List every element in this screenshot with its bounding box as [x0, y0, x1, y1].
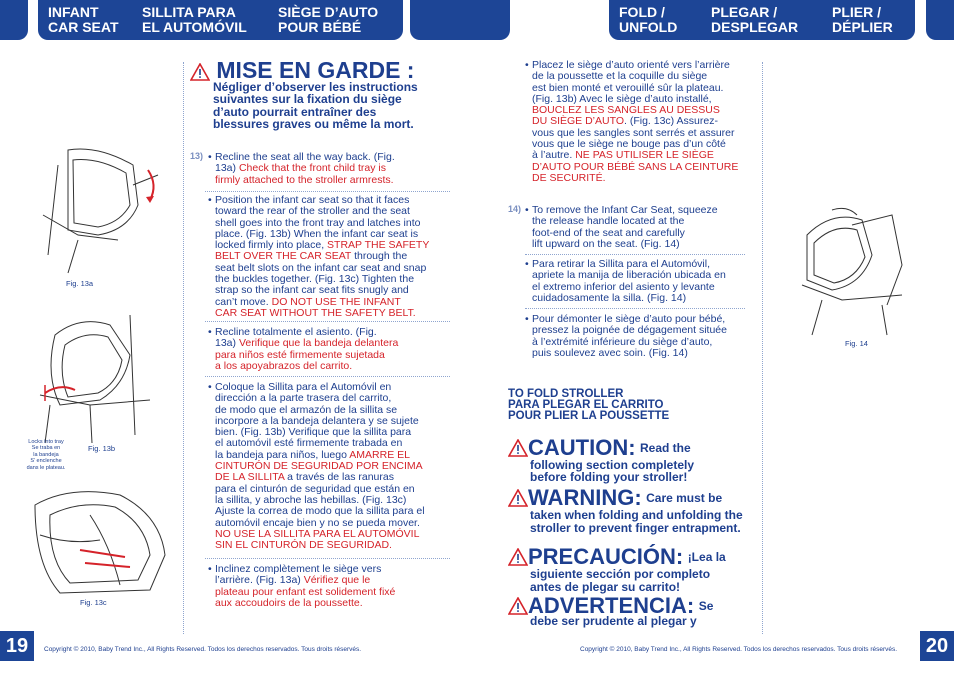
- tray-note-line: dans le plateau.: [26, 464, 66, 471]
- figure-13c: [30, 485, 170, 597]
- line-text: DE SECURITÉ.: [532, 171, 606, 184]
- bullet-icon: •: [208, 381, 212, 393]
- warning-line: stroller to prevent finger entrapment.: [530, 520, 741, 535]
- tab-plegar: [711, 5, 798, 35]
- bullet-icon: •: [525, 204, 529, 216]
- line-text: lift upward on the seat. (Fig. 14): [532, 237, 680, 250]
- warning-line: Négliger d’observer les instructions: [213, 80, 418, 94]
- line-text: de modo que el armazón de la sillita se: [215, 403, 398, 416]
- line-text: a los apoyabrazos del carrito.: [215, 359, 353, 372]
- header-tab-left: [38, 0, 403, 40]
- line-text: BELT OVER THE CAR SEAT: [215, 250, 352, 263]
- tab-line: EL AUTOMÓVIL: [142, 19, 247, 35]
- mise-en-garde-body: [213, 81, 418, 130]
- line-text-red: DO NOT USE THE INFANT: [271, 295, 401, 308]
- step-number-14: 14): [508, 204, 522, 214]
- page-number-right: 20: [920, 631, 954, 661]
- warning-line: blessures graves ou même la mort.: [213, 116, 414, 131]
- copyright-right: Copyright © 2010, Baby Trend Inc., All Rights Reserved. Todos los derechos reservados. Tous droits réservés.: [580, 646, 898, 653]
- paragraph-line: [532, 173, 767, 184]
- line-text: de la poussette et la coquille du siège: [532, 70, 708, 83]
- copyright-left: Copyright © 2010, Baby Trend Inc., All Rights Reserved. Todos los derechos reservados. Tous droits réservés.: [44, 646, 362, 653]
- caution-line: before folding your stroller!: [530, 470, 688, 484]
- fig-13c-caption: Fig. 13c: [80, 598, 107, 607]
- warning-triangle-icon: [508, 597, 528, 615]
- line-text: DE LA SILLITA: [215, 471, 285, 484]
- line-text: à l’autre.: [532, 149, 576, 162]
- tab-line: INFANT: [48, 4, 99, 20]
- line-text-blue: through the: [351, 250, 408, 263]
- fig-13b-caption: Fig. 13b: [88, 444, 116, 453]
- line-text: Inclinez complètement le siège vers: [215, 563, 382, 575]
- precaucion-word: PRECAUCIÓN:: [528, 544, 684, 569]
- line-text: la bandeja para niños, luego: [215, 448, 350, 461]
- tab-line: PLEGAR /: [711, 4, 778, 20]
- bullet-icon: •: [525, 59, 529, 71]
- fig-13a-caption: Fig. 13a: [66, 279, 94, 288]
- header-tab-blank: [410, 0, 510, 40]
- line-text: à l’extrémité inférieure du siège d’auto,: [532, 335, 713, 348]
- line-text: Recline totalmente el asiento. (Fig.: [215, 326, 377, 338]
- page-number-left: 19: [0, 631, 34, 661]
- paragraph-8: [525, 258, 762, 304]
- bullet-icon: •: [208, 326, 212, 338]
- line-text: automóvil encaje bien y no se pueda mover.: [215, 516, 420, 529]
- line-text: D’AUTO POUR BÉBÉ SANS LA CEINTURE: [532, 160, 739, 173]
- line-text-blue: a través de las ranuras: [284, 471, 394, 484]
- paragraph-1: [208, 151, 455, 186]
- line-text-red: Check that the front child tray is: [238, 162, 387, 175]
- line-text: To remove the Infant Car Seat, squeeze: [532, 204, 718, 216]
- line-text: l’arrière. (Fig. 13a): [215, 574, 304, 587]
- bullet-icon: •: [208, 563, 212, 575]
- line-text: pressez la poignée de dégagement située: [532, 324, 727, 337]
- tray-note-line: la bandeja: [33, 451, 59, 458]
- paragraph-line: [215, 175, 455, 186]
- line-text: 13a): [215, 337, 239, 350]
- warning-line: suivantes sur la fixation du siège: [213, 92, 402, 107]
- header-corner-left: [0, 0, 28, 40]
- advertencia-tail: Se: [698, 599, 714, 613]
- tab-infant-car-seat: [48, 5, 119, 35]
- tray-note-line: S’ enclenche: [30, 458, 62, 465]
- fold-heading: [508, 389, 669, 422]
- paragraph-7: [525, 204, 762, 250]
- line-text: dirección a la parte trasera del carrito,: [215, 392, 392, 405]
- tab-line: SILLITA PARA: [142, 4, 236, 20]
- caution-line: following section completely: [530, 458, 695, 472]
- line-text: the release handle located at the: [532, 215, 685, 228]
- line-text: Placez le siège d’auto orienté vers l’arrière: [532, 59, 730, 71]
- line-text: Coloque la Sillita para el Automóvil en: [215, 381, 392, 393]
- bullet-icon: •: [208, 194, 212, 206]
- tab-siege: [278, 5, 378, 35]
- precaucion-line: siguiente sección por completo: [530, 567, 711, 581]
- paragraph-line: [532, 239, 762, 250]
- line-text: CAR SEAT WITHOUT THE SAFETY BELT.: [215, 306, 416, 319]
- separator: [525, 254, 745, 255]
- separator: [205, 321, 450, 322]
- line-text: place. (Fig. 13b) When the infant car seat is: [215, 227, 419, 240]
- fig-14-caption: Fig. 14: [845, 339, 868, 348]
- caution-block: [508, 435, 758, 484]
- warning-triangle-icon: [508, 548, 528, 566]
- paragraph-line: [215, 308, 455, 319]
- paragraph-9: [525, 313, 762, 359]
- line-text: foot-end of the seat and carefully: [532, 226, 685, 239]
- line-text: vous que le siège ne bouge pas d’un côté: [532, 138, 726, 151]
- advertencia-block: [508, 593, 758, 628]
- warning-title-text: MISE EN GARDE :: [216, 57, 415, 83]
- tab-line: UNFOLD: [619, 19, 678, 35]
- line-text-red: NE PAS UTILISER LE SIÈGE: [575, 149, 714, 162]
- tray-note-line: Se traba en: [31, 445, 61, 452]
- line-text: locked firmly into place,: [215, 239, 328, 252]
- line-text: vous que les sangles sont serrés et assurer: [532, 126, 735, 139]
- header-corner-right: [926, 0, 954, 40]
- line-text: incorpore a la bandeja delantera y se sujete: [215, 414, 419, 427]
- tab-line: FOLD /: [619, 4, 665, 20]
- line-text: shell goes into the front tray and latches into: [215, 216, 421, 229]
- tab-plier: [832, 5, 893, 35]
- line-text: Ajuste la correa de modo que la sillita para el: [215, 505, 425, 518]
- tab-line: CAR SEAT: [48, 19, 119, 35]
- paragraph-3: [208, 326, 455, 372]
- step-number-13: 13): [190, 151, 204, 161]
- paragraph-line: [215, 540, 455, 551]
- warning-block: [508, 485, 758, 535]
- paragraph-line: [532, 293, 762, 304]
- warning-triangle-icon: [190, 63, 210, 81]
- line-text: NO USE LA SILLITA PARA EL AUTOMÓVIL: [215, 527, 420, 540]
- bullet-icon: •: [525, 258, 529, 270]
- advertencia-word: ADVERTENCIA:: [528, 593, 695, 618]
- line-text: BOUCLEZ LES SANGLES AU DESSUS: [532, 104, 720, 117]
- tab-fold: [619, 5, 677, 35]
- warning-line: taken when folding and unfolding the: [530, 508, 743, 522]
- header-tab-right: [609, 0, 915, 40]
- line-text: bien. (Fig. 13b) Verifique que la sillita para: [215, 426, 412, 439]
- line-text: strap so the infant car seat fits snugly and: [215, 284, 409, 297]
- line-text: el extremo inferior del asiento y levante: [532, 280, 715, 293]
- advertencia-line: debe ser prudente al plegar y: [530, 614, 697, 628]
- warning-line: d’auto pourrait entraîner des: [213, 104, 377, 119]
- tab-sillita: [142, 5, 247, 35]
- figure-13a: [38, 145, 168, 275]
- separator: [205, 558, 450, 559]
- paragraph-line: [215, 598, 455, 609]
- paragraph-4: [208, 381, 455, 552]
- precaucion-block: [508, 544, 758, 594]
- line-text: est bien monté et verouillé sûr la plateau.: [532, 81, 724, 94]
- warning-word: WARNING:: [528, 485, 642, 510]
- line-text: la sillita, y abroche las hebillas. (Fig. 13c): [215, 493, 407, 506]
- line-text-red: Verifique que la bandeja delantera: [238, 337, 399, 350]
- precaucion-tail: ¡Lea la: [687, 550, 726, 564]
- line-text: para niños esté firmemente sujetada: [215, 348, 385, 361]
- tab-line: DESPLEGAR: [711, 19, 799, 35]
- warning-triangle-icon: [508, 439, 528, 457]
- fold-heading-line: TO FOLD STROLLER: [508, 388, 624, 400]
- line-text: (Fig. 13b) Avec le siège d’auto installé,: [532, 92, 712, 105]
- bullet-icon: •: [525, 313, 529, 325]
- separator: [205, 191, 450, 192]
- tab-line: PLIER /: [832, 4, 882, 20]
- separator: [205, 376, 450, 377]
- tab-line: SIÈGE D’AUTO: [278, 4, 379, 20]
- line-text: SIN EL CINTURÓN DE SEGURIDAD.: [215, 539, 392, 552]
- separator: [525, 308, 745, 309]
- line-text-blue: . (Fig. 13c) Assurez-: [624, 115, 718, 128]
- line-text: cuidadosamente la silla. (Fig. 14): [532, 291, 687, 304]
- line-text: the buckles together. (Fig. 13c) Tighten the: [215, 273, 415, 286]
- paragraph-6: [525, 59, 767, 184]
- line-text: toward the rear of the stroller and the seat: [215, 205, 410, 218]
- line-text: Position the infant car seat so that it faces: [215, 194, 410, 206]
- line-text: Recline the seat all the way back. (Fig.: [215, 151, 395, 163]
- warning-tail: Care must be: [646, 491, 723, 505]
- caution-word: CAUTION:: [528, 435, 636, 460]
- line-text: apriete la manija de liberación ubicada en: [532, 269, 726, 282]
- paragraph-line: [215, 361, 455, 372]
- fold-heading-line: PARA PLEGAR EL CARRITO: [508, 399, 664, 411]
- line-text: firmly attached to the stroller armrests.: [215, 173, 394, 186]
- paragraph-line: [532, 348, 762, 359]
- line-text-red: Vérifiez que le: [303, 574, 371, 587]
- tray-note: [22, 439, 70, 471]
- figure-14: [792, 205, 910, 340]
- tab-line: DÉPLIER: [832, 19, 893, 35]
- line-text: el automóvil esté firmemente trabada en: [215, 437, 403, 450]
- tray-note-line: Locks into tray: [28, 439, 64, 445]
- line-text: CINTURÓN DE SEGURIDAD POR ENCIMA: [215, 460, 423, 473]
- line-text: plateau pour enfant est solidement fixé: [215, 585, 396, 598]
- tab-line: POUR BÉBÉ: [278, 19, 362, 35]
- line-text-red: STRAP THE SAFETY: [327, 239, 430, 252]
- fold-heading-line: POUR PLIER LA POUSSETTE: [508, 410, 670, 422]
- line-text: seat belt slots on the infant car seat and snap: [215, 261, 427, 274]
- warning-triangle-icon: [508, 489, 528, 507]
- column-divider: [183, 62, 184, 634]
- line-text-red: AMARRE EL: [349, 448, 410, 461]
- precaucion-line: antes de plegar su carrito!: [530, 579, 681, 594]
- line-text: Pour démonter le siège d’auto pour bébé,: [532, 313, 726, 325]
- line-text: DU SIÈGE D’AUTO: [532, 115, 624, 128]
- line-text: para el cinturón de seguridad que están en: [215, 482, 415, 495]
- line-text: puis soulevez avec soin. (Fig. 14): [532, 346, 688, 359]
- caution-tail: Read the: [640, 441, 691, 455]
- line-text: 13a): [215, 162, 239, 175]
- paragraph-5: [208, 563, 455, 609]
- line-text: aux accoudoirs de la poussette.: [215, 596, 363, 609]
- figure-13b: [30, 305, 170, 445]
- paragraph-2: [208, 194, 455, 319]
- line-text: Para retirar la Sillita para el Automóvil,: [532, 258, 710, 270]
- line-text: can’t move.: [215, 295, 272, 308]
- bullet-icon: •: [208, 151, 212, 163]
